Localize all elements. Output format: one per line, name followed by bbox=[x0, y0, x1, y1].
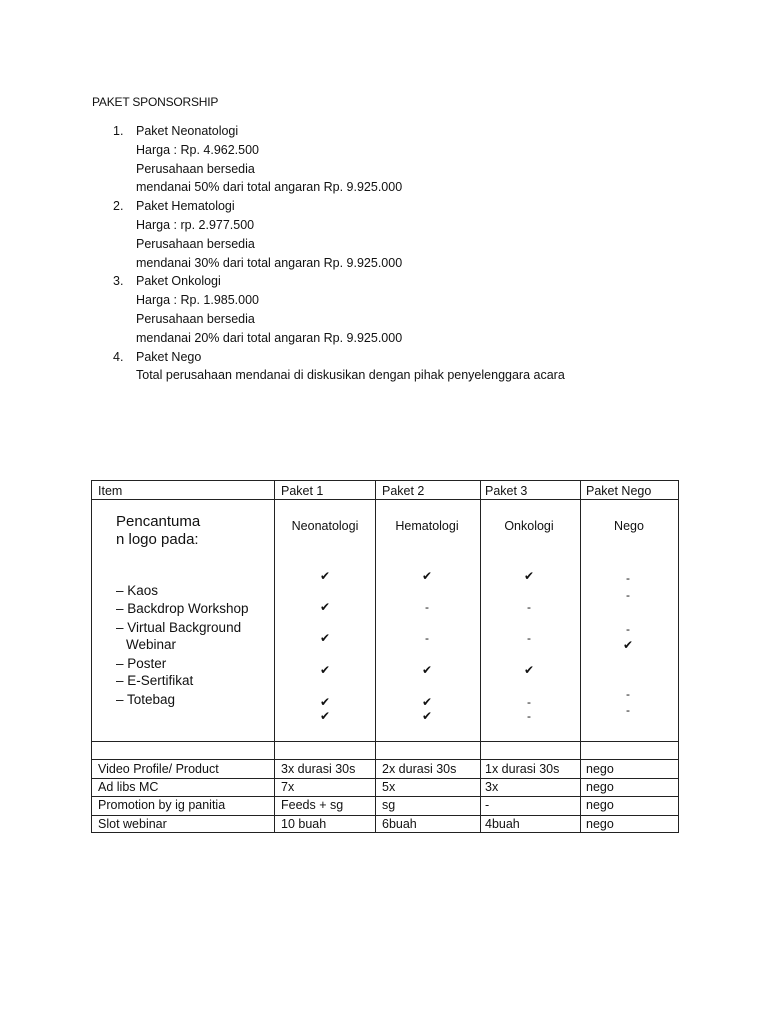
table-cell: 1x durasi 30s bbox=[485, 762, 560, 776]
dash-icon: - bbox=[527, 709, 531, 723]
table-divider bbox=[480, 481, 481, 832]
table-cell: 2x durasi 30s bbox=[382, 762, 457, 776]
dash-icon: - bbox=[527, 631, 531, 645]
header-paket-2: Paket 2 bbox=[382, 484, 425, 498]
check-icon: ✔ bbox=[622, 638, 634, 652]
table-cell: 7x bbox=[281, 780, 295, 794]
dash-icon: - bbox=[626, 703, 630, 717]
package-number: 2. bbox=[113, 199, 124, 214]
dash-icon: - bbox=[425, 600, 429, 614]
package-name-3: Onkologi bbox=[504, 519, 554, 533]
table-divider bbox=[375, 481, 376, 832]
row-label: Slot webinar bbox=[98, 817, 167, 831]
dash-icon: - bbox=[626, 588, 630, 602]
check-icon: ✔ bbox=[319, 663, 331, 677]
logo-item: Webinar bbox=[126, 637, 177, 652]
check-icon: ✔ bbox=[421, 695, 433, 709]
table-cell: 6buah bbox=[382, 817, 417, 831]
dash-icon: - bbox=[527, 600, 531, 614]
logo-item: – Totebag bbox=[116, 692, 176, 707]
package-funding: mendanai 50% dari total angaran Rp. 9.925.000 bbox=[136, 180, 403, 195]
package-item bbox=[108, 122, 565, 197]
dash-icon: - bbox=[626, 622, 630, 636]
package-name: Paket Hematologi bbox=[136, 199, 235, 214]
table-cell: - bbox=[485, 798, 490, 812]
table-divider bbox=[580, 481, 581, 832]
logo-item: – Backdrop Workshop bbox=[116, 601, 249, 616]
package-desc: Perusahaan bersedia bbox=[136, 311, 255, 326]
package-desc: Perusahaan bersedia bbox=[136, 236, 255, 251]
table-cell: nego bbox=[586, 762, 614, 776]
package-list bbox=[108, 122, 565, 385]
package-number: 4. bbox=[113, 349, 124, 364]
check-icon: ✔ bbox=[421, 663, 433, 677]
header-paket-3: Paket 3 bbox=[485, 484, 528, 498]
package-number: 1. bbox=[113, 124, 124, 138]
check-icon: ✔ bbox=[421, 569, 433, 583]
table-cell: nego bbox=[586, 817, 614, 831]
logo-item: – Kaos bbox=[116, 583, 159, 598]
check-icon: ✔ bbox=[319, 695, 331, 709]
package-number: 3. bbox=[113, 274, 124, 289]
dash-icon: - bbox=[425, 631, 429, 645]
logo-item: – Poster bbox=[116, 656, 167, 671]
check-icon: ✔ bbox=[523, 663, 535, 677]
row-label: Ad libs MC bbox=[98, 780, 159, 794]
table-divider bbox=[92, 499, 678, 500]
logo-title: n logo pada: bbox=[116, 531, 199, 548]
package-item bbox=[108, 197, 565, 272]
table-cell: Feeds + sg bbox=[281, 798, 344, 812]
header-paket-1: Paket 1 bbox=[281, 484, 324, 498]
logo-item: – Virtual Background bbox=[116, 620, 242, 635]
row-label: Video Profile/ Product bbox=[98, 762, 219, 776]
dash-icon: - bbox=[527, 695, 531, 709]
logo-title: Pencantuma bbox=[116, 513, 201, 530]
package-note: Total perusahaan mendanai di diskusikan dengan pihak penyelenggara acara bbox=[136, 368, 565, 383]
check-icon: ✔ bbox=[319, 569, 331, 583]
package-name: Paket Neonatologi bbox=[136, 124, 239, 138]
package-price: Harga : rp. 2.977.500 bbox=[136, 217, 255, 232]
sponsorship-table bbox=[91, 480, 679, 833]
logo-item: – E-Sertifikat bbox=[116, 673, 194, 688]
table-cell: nego bbox=[586, 780, 614, 794]
row-label: Promotion by ig panitia bbox=[98, 798, 226, 812]
dash-icon: - bbox=[626, 571, 630, 585]
package-name: Paket Nego bbox=[136, 349, 202, 364]
package-name-2: Hematologi bbox=[395, 519, 459, 533]
check-icon: ✔ bbox=[319, 600, 331, 614]
package-funding: mendanai 20% dari total angaran Rp. 9.925.000 bbox=[136, 330, 403, 345]
check-icon: ✔ bbox=[319, 631, 331, 645]
table-cell: 10 buah bbox=[281, 817, 327, 831]
table-cell: 4buah bbox=[485, 817, 520, 831]
table-cell: sg bbox=[382, 798, 396, 812]
table-cell: 5x bbox=[382, 780, 396, 794]
package-name-nego: Nego bbox=[614, 519, 644, 533]
dash-icon: - bbox=[626, 687, 630, 701]
check-icon: ✔ bbox=[421, 709, 433, 723]
check-icon: ✔ bbox=[523, 569, 535, 583]
table-divider bbox=[92, 741, 678, 742]
package-item bbox=[108, 272, 565, 347]
check-icon: ✔ bbox=[319, 709, 331, 723]
package-desc: Perusahaan bersedia bbox=[136, 161, 255, 176]
table-cell: nego bbox=[586, 798, 614, 812]
package-name: Paket Onkologi bbox=[136, 274, 221, 289]
header-paket-nego: Paket Nego bbox=[586, 484, 652, 498]
package-price: Harga : Rp. 4.962.500 bbox=[136, 142, 259, 157]
table-cell: 3x bbox=[485, 780, 499, 794]
table-cell: 3x durasi 30s bbox=[281, 762, 356, 776]
package-funding: mendanai 30% dari total angaran Rp. 9.925.000 bbox=[136, 255, 403, 270]
table-divider bbox=[92, 759, 678, 760]
header-item: Item bbox=[98, 484, 123, 498]
document-title: PAKET SPONSORSHIP bbox=[92, 95, 219, 109]
package-price: Harga : Rp. 1.985.000 bbox=[136, 293, 259, 308]
package-item bbox=[108, 348, 565, 386]
table-divider bbox=[274, 481, 275, 832]
package-name-1: Neonatologi bbox=[291, 519, 359, 533]
